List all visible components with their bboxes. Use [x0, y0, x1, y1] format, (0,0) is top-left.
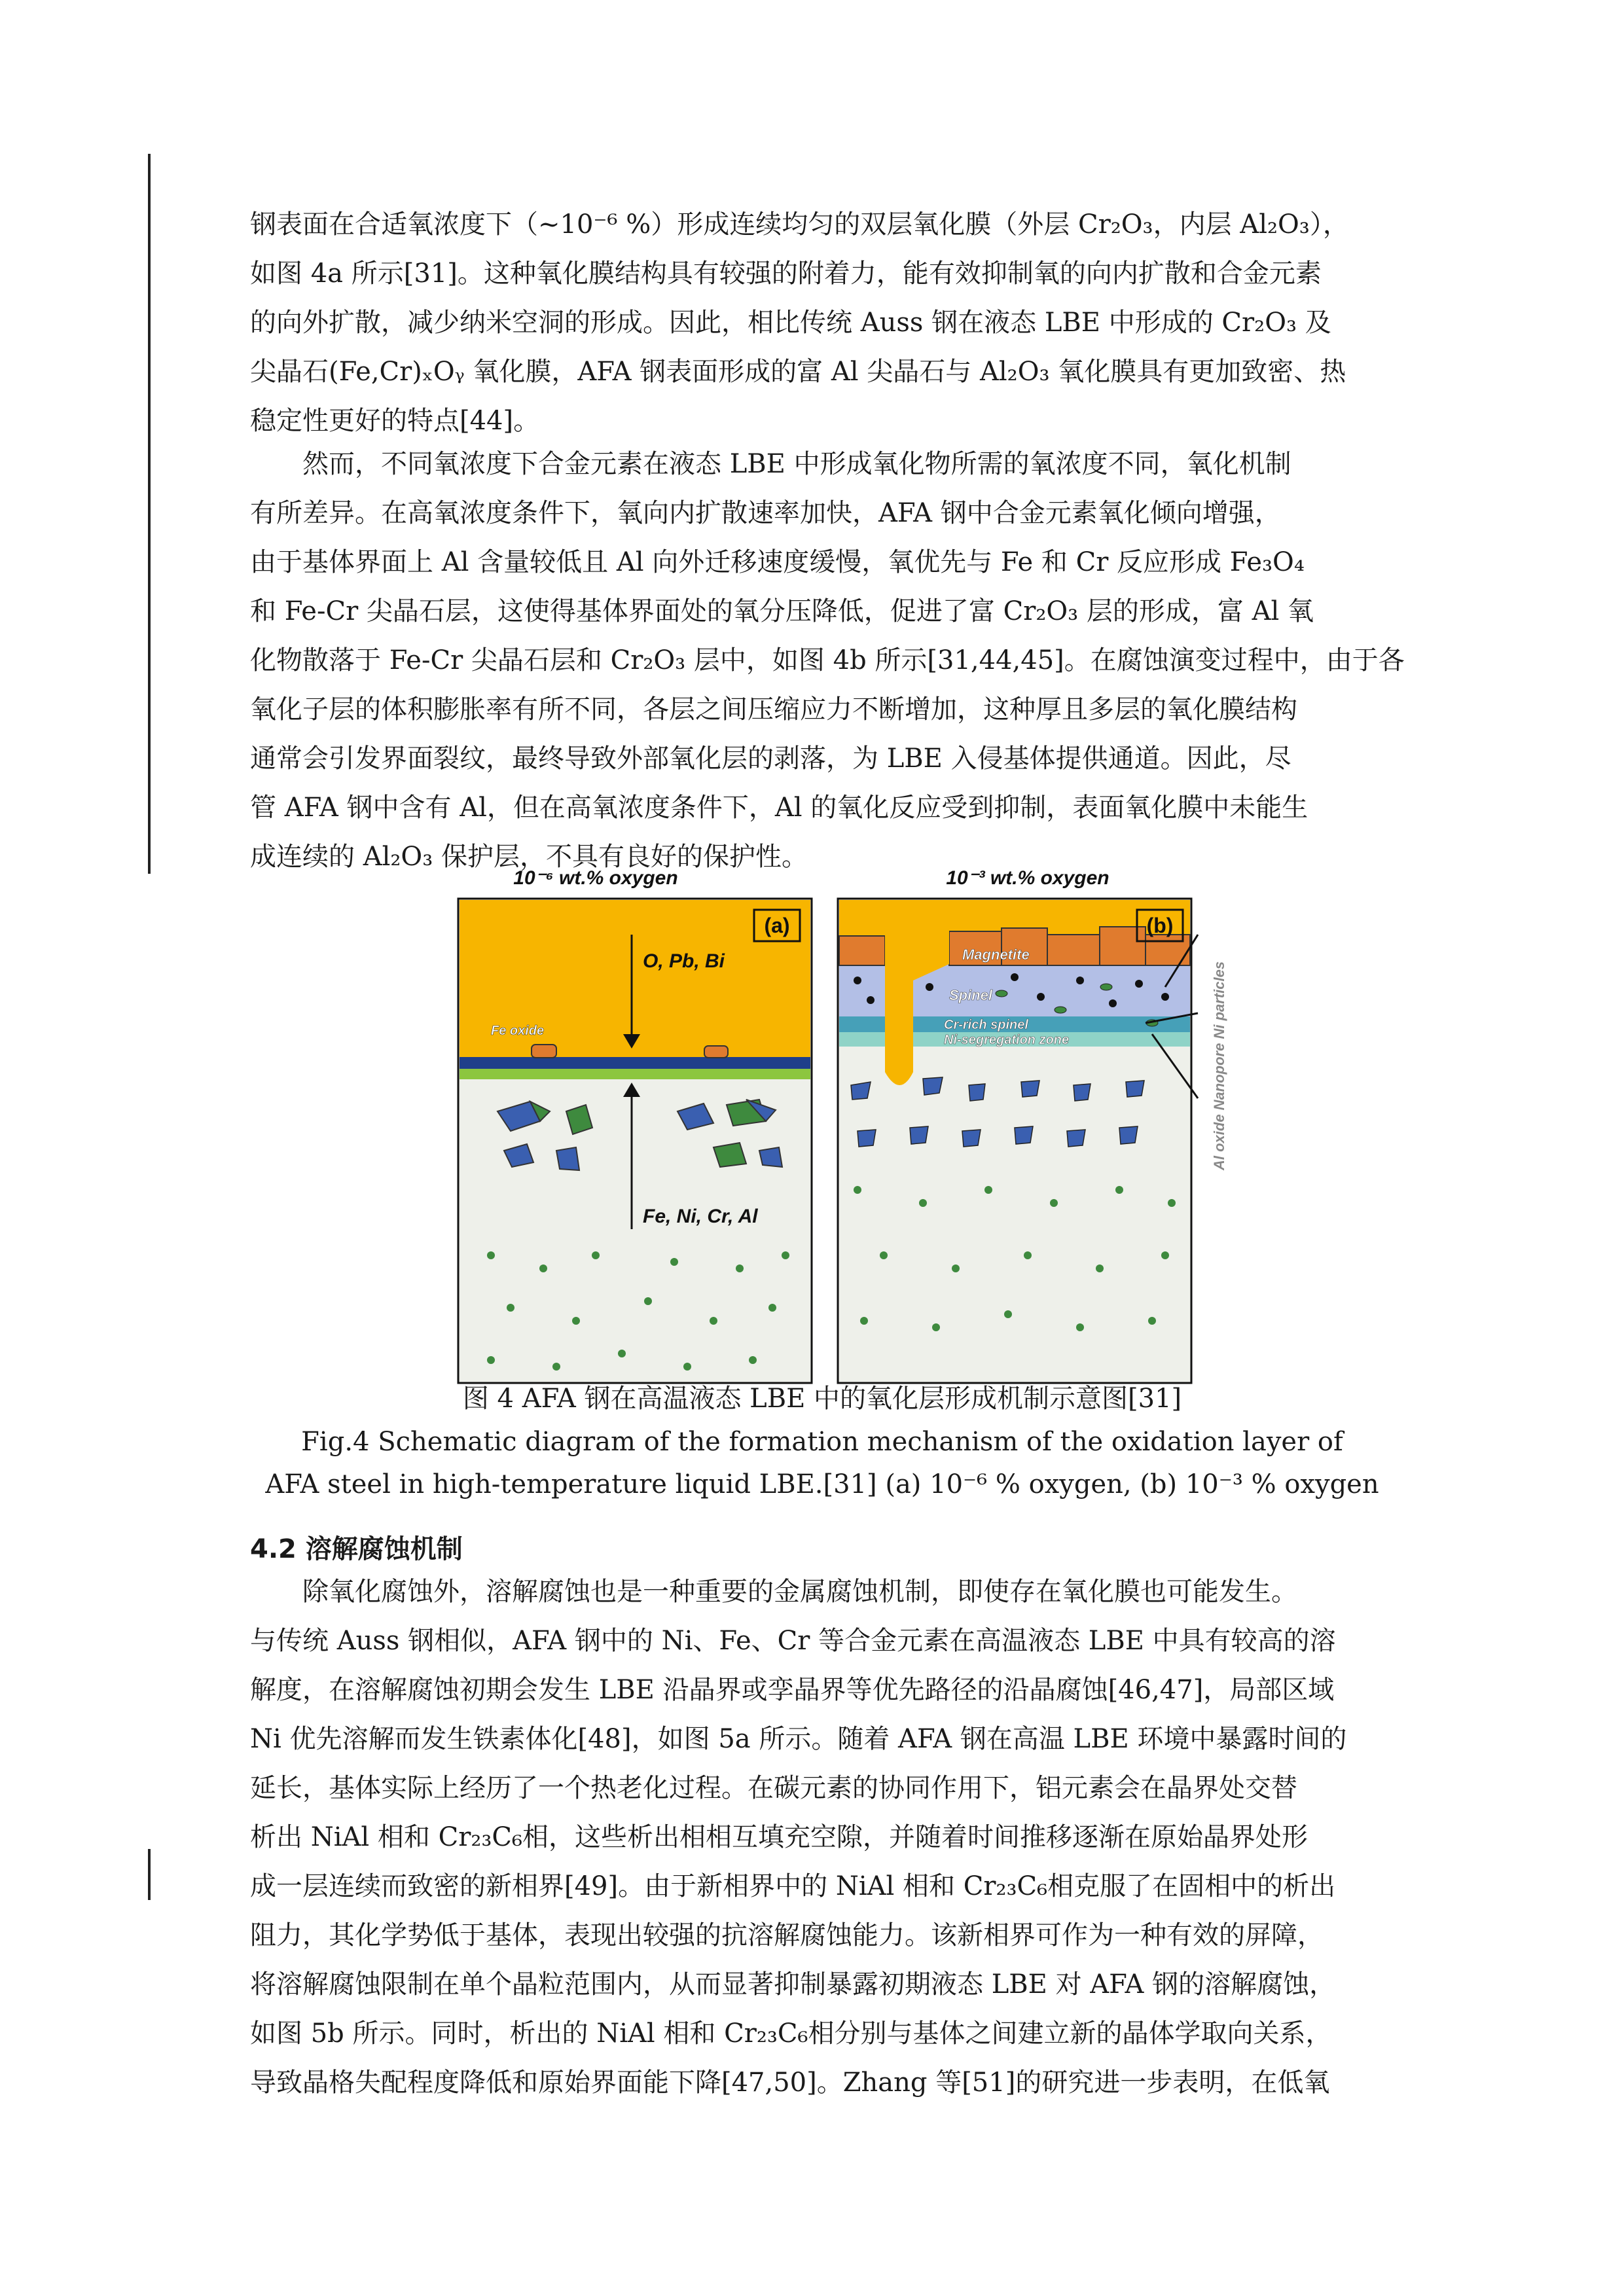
text-line: 的向外扩散，减少纳米空洞的形成。因此，相比传统 Auss 钢在液态 LBE 中形成的 Cr₂O₃ 及 [250, 308, 1331, 338]
text-line: 解度，在溶解腐蚀初期会发生 LBE 沿晶界或孪晶界等优先路径的沿晶腐蚀[46,47]，局部区域 [250, 1675, 1335, 1705]
label-outward: Fe, Ni, Cr, Al [643, 1206, 758, 1227]
label-ni-zone: Ni-segregation zone [944, 1033, 1070, 1047]
text-line: 由于基体界面上 Al 含量较低且 Al 向外迁移速度缓慢，氧优先与 Fe 和 Cr 反应形成 Fe₃O₄ [250, 547, 1305, 577]
text-line: 化物散落于 Fe-Cr 尖晶石层和 Cr₂O₃ 层中，如图 4b 所示[31,44,45]。在腐蚀演变过程中，由于各 [250, 645, 1405, 675]
fe-oxide-nodule [532, 1045, 556, 1058]
label-cr-spinel: Cr-rich spinel [944, 1018, 1028, 1032]
panel-a [458, 867, 812, 1383]
text-line: 将溶解腐蚀限制在单个晶粒范围内，从而显著抑制暴露初期液态 LBE 对 AFA 钢的溶解腐蚀， [250, 1969, 1336, 2000]
text-line: 尖晶石(Fe,Cr)ₓOᵧ 氧化膜，AFA 钢表面形成的富 Al 尖晶石与 Al₂O₃ 氧化膜具有更加致密、热 [250, 357, 1346, 387]
text-line: 如图 4a 所示[31]。这种氧化膜结构具有较强的附着力，能有效抑制氧的向内扩散和合金元素 [250, 259, 1322, 289]
caption-en-line2: AFA steel in high-temperature liquid LBE.[31] (a) 10⁻⁶ % oxygen, (b) 10⁻³ % oxygen [265, 1469, 1379, 1499]
text-line: 通常会引发界面裂纹，最终导致外部氧化层的剥落，为 LBE 入侵基体提供通道。因此，尽 [250, 744, 1291, 774]
label-inward: O, Pb, Bi [643, 950, 725, 972]
label-fe-oxide: Fe oxide [491, 1024, 545, 1038]
panel-a-label: (a) [764, 914, 790, 937]
text-line: 阻力，其化学势低于基体，表现出较强的抗溶解腐蚀能力。该新相界可作为一种有效的屏障， [250, 1920, 1324, 1950]
caption-en-line1: Fig.4 Schematic diagram of the formation mechanism of the oxidation layer of [301, 1427, 1343, 1457]
text-line: 有所差异。在高氧浓度条件下，氧向内扩散速率加快，AFA 钢中合金元素氧化倾向增强， [250, 498, 1281, 528]
text-line: 管 AFA 钢中含有 Al，但在高氧浓度条件下，Al 的氧化反应受到抑制，表面氧化膜中未能生 [250, 793, 1308, 823]
caption-cn: 图 4 AFA 钢在高温液态 LBE 中的氧化层形成机制示意图[31] [462, 1384, 1182, 1414]
text-line: 氧化子层的体积膨胀率有所不同，各层之间压缩应力不断增加，这种厚且多层的氧化膜结构 [250, 694, 1297, 725]
panel-b-label: (b) [1146, 914, 1174, 937]
text-line: 稳定性更好的特点[44]。 [250, 406, 540, 436]
revision-bar-bottom [148, 1849, 151, 1900]
panel-a-title: 10⁻⁶ wt.% oxygen [513, 867, 678, 889]
text-line: Ni 优先溶解而发生铁素体化[48]，如图 5a 所示。随着 AFA 钢在高温 LBE 环境中暴露时间的 [250, 1724, 1347, 1754]
text-line: 然而，不同氧浓度下合金元素在液态 LBE 中形成氧化物所需的氧浓度不同，氧化机制 [302, 449, 1291, 479]
text-line: 和 Fe-Cr 尖晶石层，这使得基体界面处的氧分压降低，促进了富 Cr₂O₃ 层的形成，富 Al 氧 [250, 596, 1314, 626]
panel-b [838, 867, 1227, 1383]
paragraph-1 [250, 200, 1394, 446]
label-side: Al oxide Nanopore Ni particles [1211, 961, 1227, 1170]
paragraph-2 [250, 440, 1405, 882]
section-heading: 4.2 溶解腐蚀机制 [250, 1534, 463, 1564]
panel-b-title: 10⁻³ wt.% oxygen [946, 867, 1110, 889]
text-line: 除氧化腐蚀外，溶解腐蚀也是一种重要的金属腐蚀机制，即使存在氧化膜也可能发生。 [302, 1577, 1297, 1607]
text-line: 导致晶格失配程度降低和原始界面能下降[47,50]。Zhang 等[51]的研究进一步表明，在低氧 [250, 2068, 1330, 2098]
text-line: 与传统 Auss 钢相似，AFA 钢中的 Ni、Fe、Cr 等合金元素在高温液态 LBE 中具有较高的溶 [250, 1626, 1336, 1656]
revision-bar-top [148, 154, 151, 874]
cr2o3-layer [460, 1057, 810, 1069]
paragraph-3 [250, 1568, 1394, 2108]
text-line: 析出 NiAl 相和 Cr₂₃C₆相，这些析出相相互填充空隙，并随着时间推移逐渐在原始晶界处形 [250, 1822, 1308, 1852]
text-line: 如图 5b 所示。同时，析出的 NiAl 相和 Cr₂₃C₆相分别与基体之间建立新的晶体学取向关系， [250, 2018, 1332, 2049]
fe-oxide-nodule [704, 1046, 728, 1058]
al2o3-layer [460, 1069, 810, 1079]
text-line: 钢表面在合适氧浓度下（~10⁻⁶ %）形成连续均匀的双层氧化膜（外层 Cr₂O₃，内层 Al₂O₃）， [250, 209, 1349, 240]
text-line: 成连续的 Al₂O₃ 保护层，不具有良好的保护性。 [250, 842, 808, 872]
figure-4-schematic [452, 863, 1237, 1386]
text-line: 延长，基体实际上经历了一个热老化过程。在碳元素的协同作用下，铝元素会在晶界处交替 [250, 1773, 1297, 1803]
label-magnetite: Magnetite [962, 946, 1030, 963]
text-line: 成一层连续而致密的新相界[49]。由于新相界中的 NiAl 相和 Cr₂₃C₆相克服了在固相中的析出 [250, 1871, 1336, 1901]
label-spinel: Spinel [949, 987, 993, 1003]
